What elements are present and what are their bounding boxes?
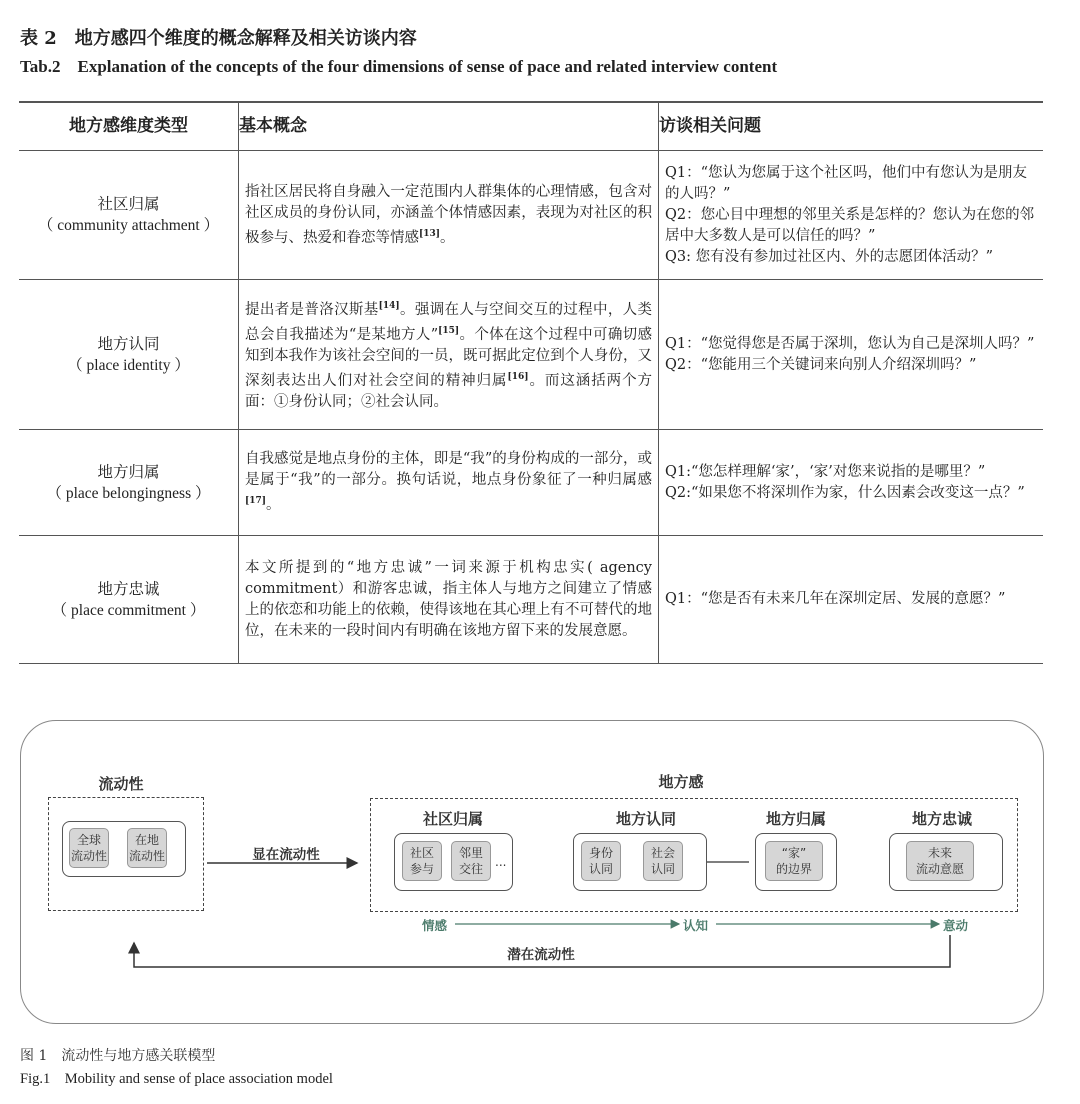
concept-cell xyxy=(239,430,659,536)
stage-affect: 情感 xyxy=(422,918,448,933)
neighbor-interaction-chip: 邻里 交往 xyxy=(451,841,491,881)
concept-tail: 。 xyxy=(440,229,455,246)
mobility-title: 流动性 xyxy=(98,775,144,793)
concept-table xyxy=(19,101,1043,664)
local-mobility-chip: 在地 流动性 xyxy=(127,828,167,868)
concept-text: 提出者是普洛汉斯基 xyxy=(245,302,379,319)
header-concept: 基本概念 xyxy=(239,102,659,151)
reference-mark: [13] xyxy=(419,228,441,239)
dimension-cell xyxy=(19,280,239,430)
table-header-row xyxy=(19,102,1043,151)
explicit-mobility-label: 显在流动性 xyxy=(252,847,320,863)
question: Q3: 您有没有参加过社区内、外的志愿团体活动？” xyxy=(665,248,994,265)
header-dimension: 地方感维度类型 xyxy=(19,102,239,151)
dimension-cn: 地方忠诚 xyxy=(97,579,160,598)
dimension-en: （ community attachment ） xyxy=(37,217,220,234)
question: Q1：“您觉得您是否属于深圳，您认为自己是深圳人吗？” xyxy=(665,335,1035,352)
question: Q2：您心目中理想的邻里关系是怎样的？您认为在您的邻居中大多数人是可以信任的吗？” xyxy=(665,206,1035,244)
concept-text: 。个体在这个过程中可确切感知到本我作为该社会空间的一员，既可据此定位到个人身份，又深刻表达出人们对社会空间的精神归属 xyxy=(245,326,652,389)
concept-cell xyxy=(239,151,659,280)
questions-cell xyxy=(659,536,1044,664)
concept-text: 指社区居民将自身融入一定范围内人群集体的心理情感，包含对社区成员的身份认同，亦涵盖个体情感因素，表现为对社区的积极参与、热爱和眷恋等情感 xyxy=(245,183,652,246)
group-title-community-attachment: 社区归属 xyxy=(422,810,483,828)
table-title-en: Tab.2 Explanation of the concepts of the four dimensions of sense of pace and related interview content xyxy=(20,57,778,76)
dimension-cell xyxy=(19,151,239,280)
stage-conation: 意动 xyxy=(943,918,969,933)
question: Q2:“如果您不将深圳作为家，什么因素会改变这一点？” xyxy=(665,484,1025,501)
dimension-cn: 社区归属 xyxy=(97,195,160,213)
figure-caption-cn: 图 1 流动性与地方感关联模型 xyxy=(20,1048,216,1064)
global-mobility-chip: 全球 流动性 xyxy=(69,828,109,868)
group-title-place-belongingness: 地方归属 xyxy=(765,810,826,828)
latent-mobility-label: 潜在流动性 xyxy=(507,947,575,963)
questions-cell xyxy=(659,430,1044,536)
figure-caption-en: Fig.1 Mobility and sense of place association model xyxy=(20,1071,333,1087)
future-mobility-intention-chip: 未来 流动意愿 xyxy=(906,841,974,881)
home-boundary-chip: “家” 的边界 xyxy=(765,841,823,881)
group-title-place-commitment: 地方忠诚 xyxy=(911,810,972,828)
dimension-en: （ place identity ） xyxy=(67,356,190,374)
concept-text: 自我感觉是地点身份的主体，即是“我”的身份构成的一部分，或是属于“我”的一部分。换句话说，地点身份象征了一种归属感 xyxy=(245,451,652,489)
personal-identity-chip: 身份 认同 xyxy=(581,841,621,881)
social-identity-chip: 社会 认同 xyxy=(643,841,683,881)
question: Q2：“您能用三个关键词来向别人介绍深圳吗？” xyxy=(665,356,977,373)
dimension-en: （ place commitment ） xyxy=(51,601,206,619)
reference-mark: [16] xyxy=(507,371,529,382)
concept-text: 。而这涵括两个方面：①身份认同；②社会认同。 xyxy=(245,372,653,410)
concept-text: 。强调在人与空间交互的过程中，人类总会自我描述为“是某地方人” xyxy=(245,302,653,343)
table-row xyxy=(19,151,1043,280)
community-participation-chip: 社区 参与 xyxy=(402,841,442,881)
table-row xyxy=(19,280,1043,430)
question: Q1:“您怎样理解‘家’，‘家’对您来说指的是哪里？” xyxy=(665,463,986,480)
table-row xyxy=(19,430,1043,536)
dimension-cell xyxy=(19,430,239,536)
concept-cell xyxy=(239,280,659,430)
more-ellipsis: ... xyxy=(495,855,507,869)
table-row xyxy=(19,536,1043,664)
table-title-cn: 表 2 地方感四个维度的概念解释及相关访谈内容 xyxy=(20,28,417,49)
questions-cell xyxy=(659,151,1044,280)
question: Q1：“您认为您属于这个社区吗，他们中有您认为是朋友的人吗？” xyxy=(665,164,1028,202)
association-model-figure xyxy=(20,720,1044,1024)
dimension-cn: 地方认同 xyxy=(97,334,160,353)
dimension-en: （ place belongingness ） xyxy=(46,484,211,502)
group-title-place-identity: 地方认同 xyxy=(615,810,676,828)
reference-mark: [14] xyxy=(378,301,400,312)
header-questions: 访谈相关问题 xyxy=(659,102,1044,151)
sense-of-place-title: 地方感 xyxy=(658,773,704,791)
reference-mark: [15] xyxy=(438,326,460,337)
dimension-cell xyxy=(19,536,239,664)
dimension-cn: 地方归属 xyxy=(97,462,160,481)
question: Q1：“您是否有未来几年在深圳定居、发展的意愿？” xyxy=(665,591,1006,607)
concept-cell: 本文所提到的“地方忠诚”一词来源于机构忠实( agency commitment）和游客忠诚，指主体人与地方之间建立了情感上的依恋和功能上的依赖，使得该地在其心理上有不可替代的地位，在未来的一段时间内有明确在该地方留下来的发展意愿。 xyxy=(239,536,659,664)
stage-cognition: 认知 xyxy=(683,918,709,933)
concept-tail: 。 xyxy=(266,496,281,513)
questions-cell xyxy=(659,280,1044,430)
reference-mark: [17] xyxy=(245,496,267,507)
